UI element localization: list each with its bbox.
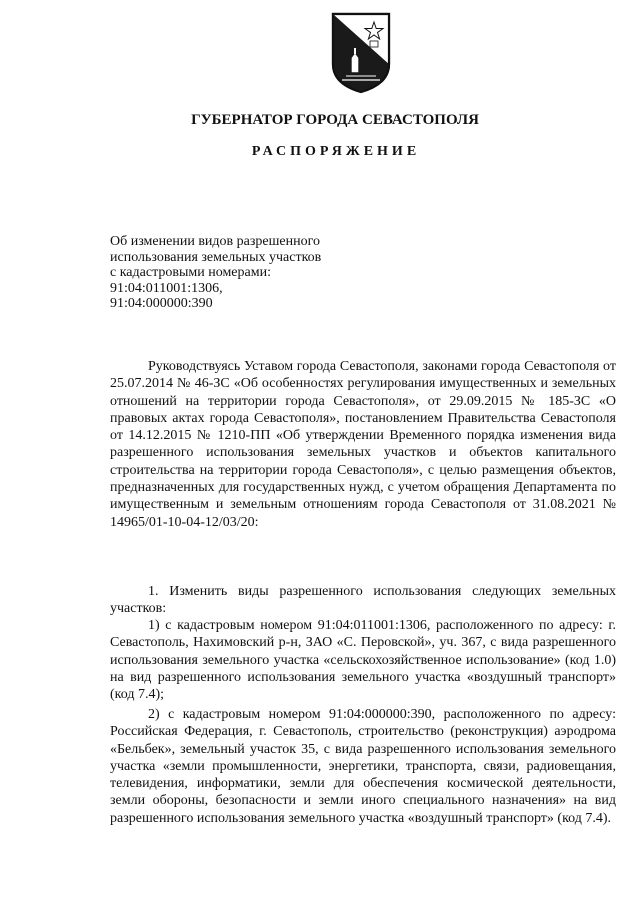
- document-subject: [110, 234, 370, 312]
- cadastral-number: 91:04:011001:1306,: [110, 280, 223, 296]
- cadastral-number: 91:04:000000:390: [110, 296, 213, 311]
- order-subitem-1: [110, 617, 616, 703]
- subject-line: Об изменении видов разрешенного: [110, 234, 320, 249]
- document-type: РАСПОРЯЖЕНИЕ: [251, 144, 421, 159]
- order-subitem-2-text: 2) с кадастровым номером 91:04:000000:390, расположенного по адресу: Российская Федерация, г. Севастополь, строительство (реконструкция) аэродрома «Бельбек», земельный участок 35, с вида разрешенного использования земельного участка «земли промышленности, энергетики, транспорта, связи, радиовещания, телевидения, информатики, земли для обеспечения космической деятельности, земли обороны, безопасности и земли иного специального назначения» на вид разрешенного использования земельного участка «воздушный транспорт» (код 7.4).: [110, 707, 616, 826]
- preamble-paragraph: [110, 358, 616, 531]
- issuer-title: ГУБЕРНАТОР ГОРОДА СЕВАСТОПОЛЯ: [191, 112, 479, 128]
- order-item-1-text: 1. Изменить виды разрешенного использования следующих земельных участков:: [110, 584, 616, 617]
- order-item-1: [110, 583, 616, 618]
- order-subitem-1-text: 1) с кадастровым номером 91:04:011001:1306, расположенного по адресу: г. Севастополь, Нахимовский р-н, ЗАО «С. Перовской», уч. 367, с вида разрешенного использования земельного участка «сельскохозяйственное использование» (код 1.0) на вид разрешенного использования земельного участка «воздушный транспорт» (код 7.4);: [110, 618, 616, 703]
- subject-line: с кадастровыми номерами:: [110, 265, 271, 280]
- subject-line: использования земельных участков: [110, 249, 322, 265]
- order-subitem-2: [110, 706, 616, 827]
- preamble-text: Руководствуясь Уставом города Севастополя, законами города Севастополя от 25.07.2014 № 46-ЗС «Об особенностях регулирования имущественных и земельных отношений на территории города Севастополя», от 29.09.2015 № 185-ЗС «О правовых актах города Севастополя», постановлением Правительства Севастополя от 14.12.2015 № 1210-ПП «Об утверждении Временного порядка изменения вида разрешенного использования земельных участков и объектов капитального строительства на территории города Севастополя», с целью размещения объектов, предназначенных для государственных нужд, с учетом обращения Департамента по имущественным и земельным отношениям города Севастополя от 31.08.2021 № 14965/01-10-04-12/03/20:: [110, 359, 616, 530]
- coat-of-arms-icon: [330, 12, 392, 94]
